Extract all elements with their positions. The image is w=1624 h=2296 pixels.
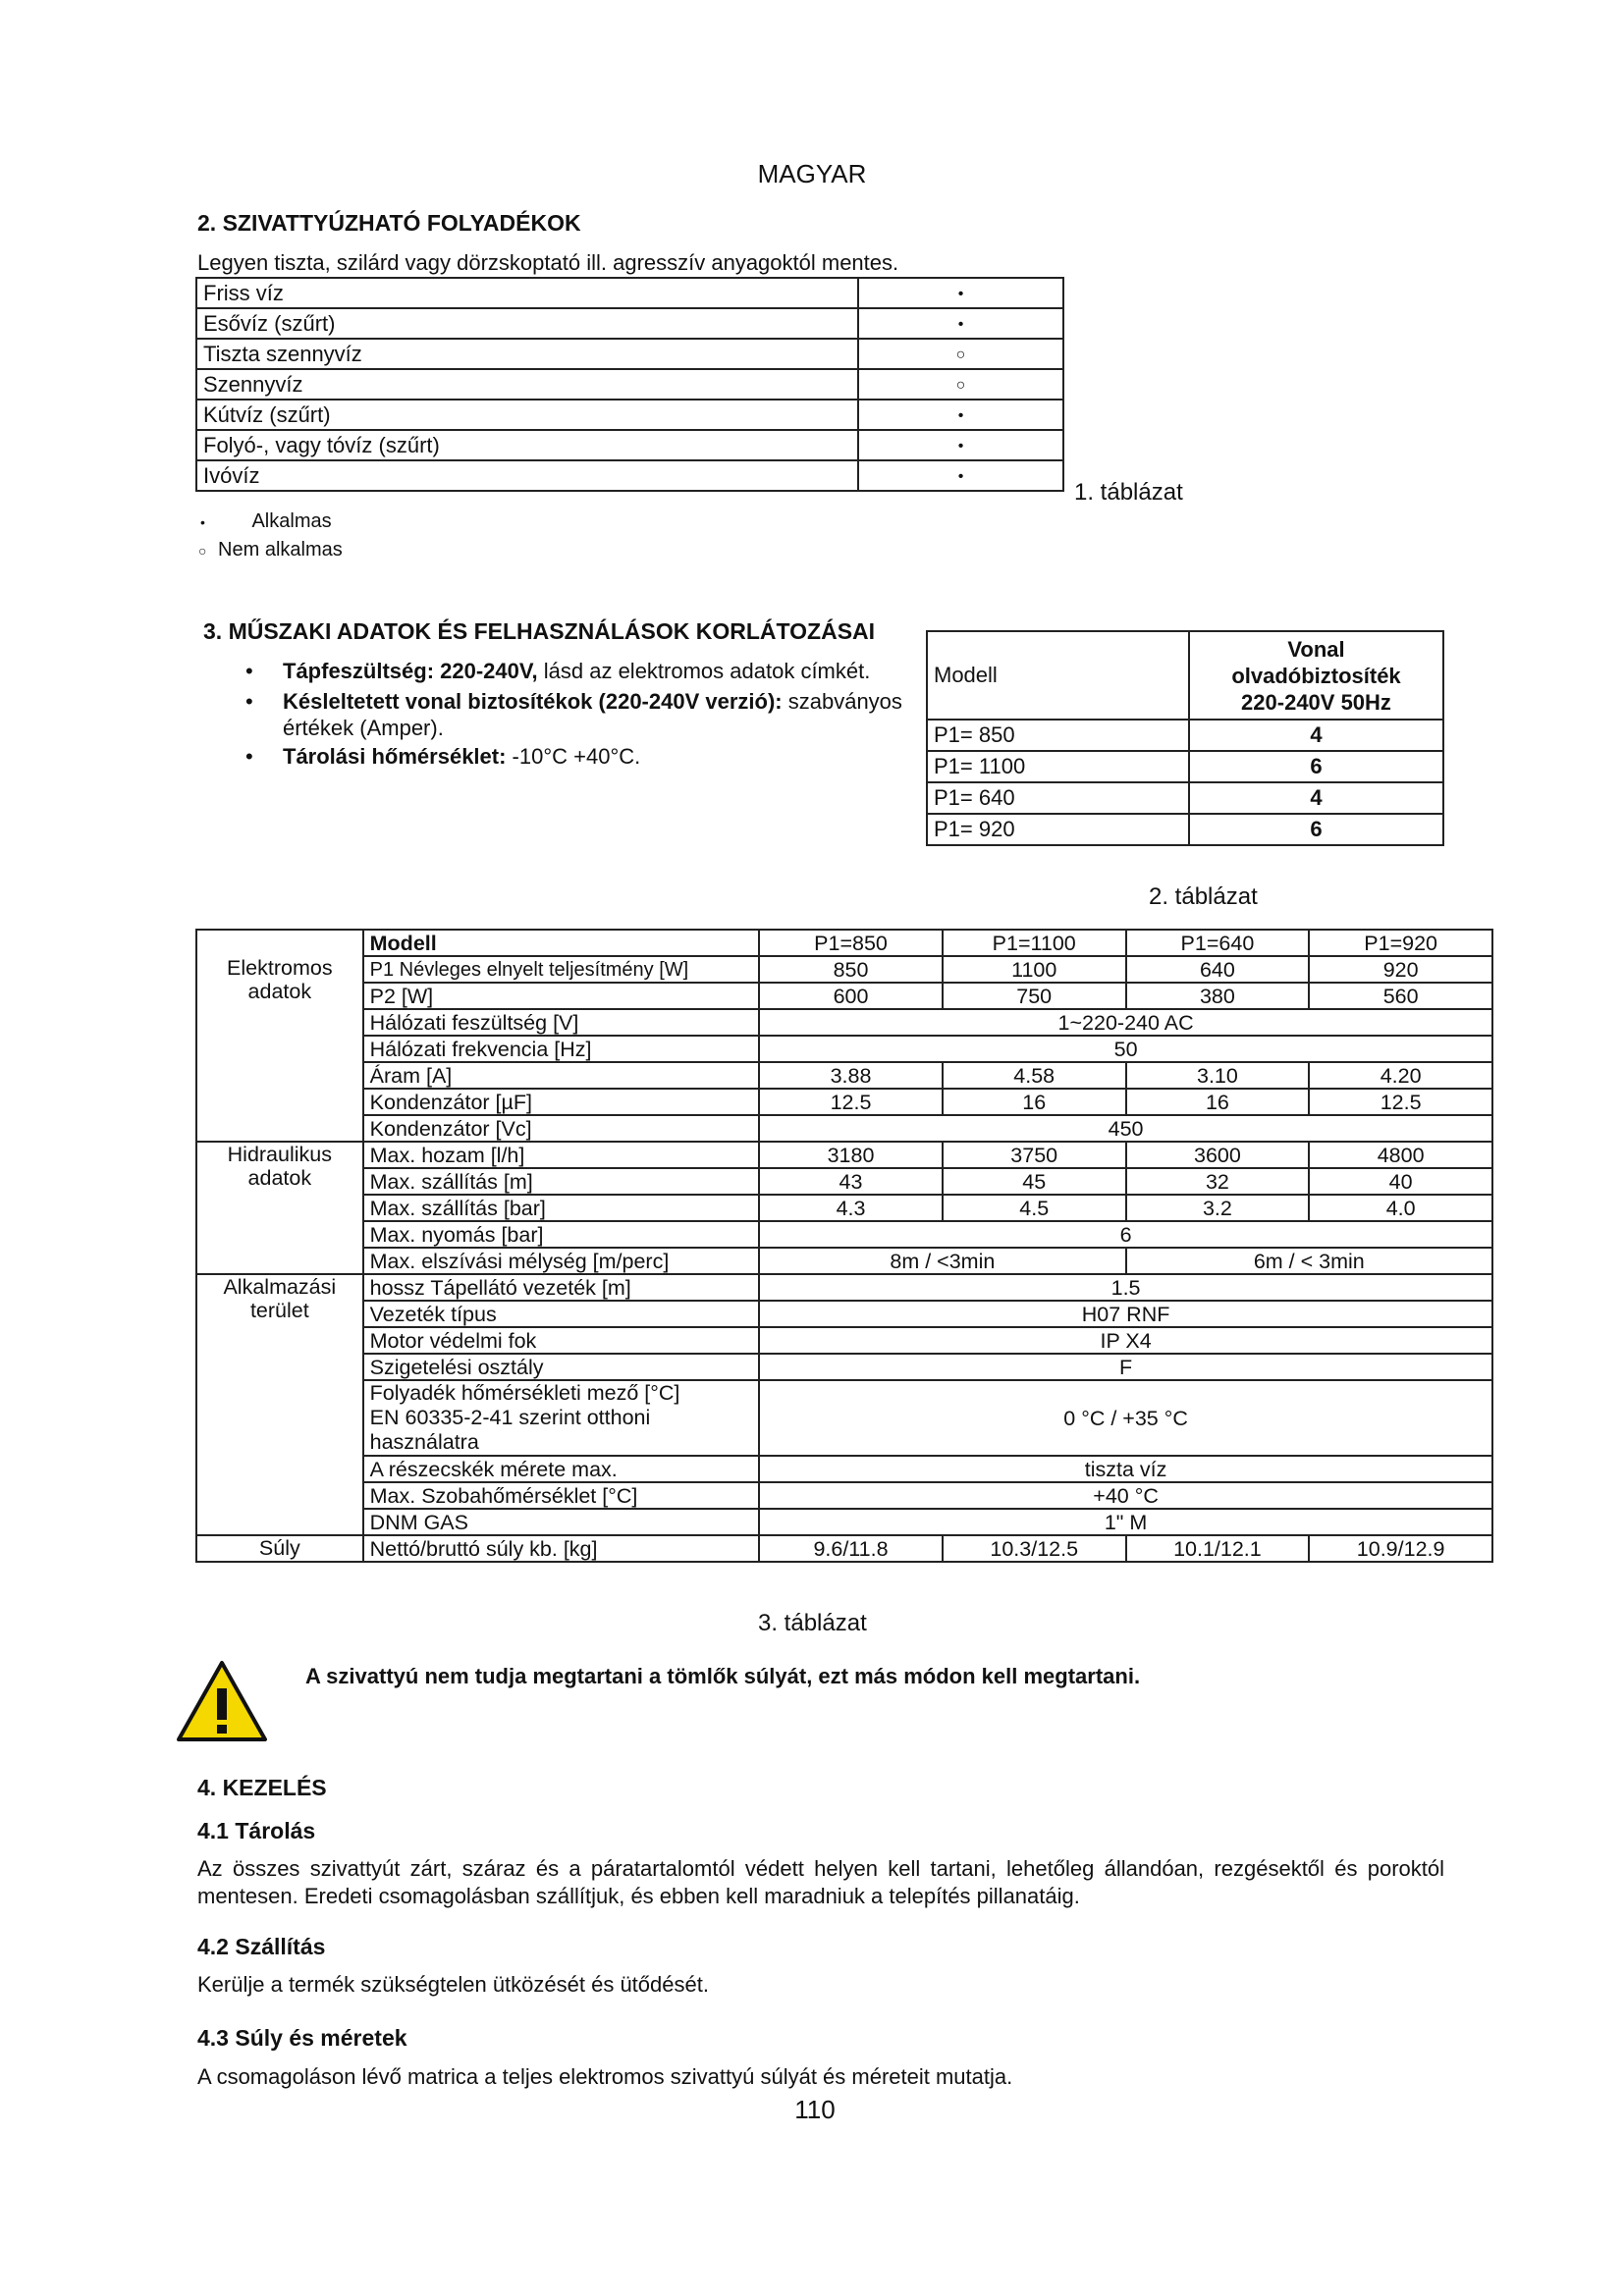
table-row: P1= 640 4 (927, 782, 1443, 814)
table-row: Kondenzátor [Vc] 450 (196, 1115, 1492, 1142)
liquid-name: Kútvíz (szűrt) (196, 400, 858, 430)
bullet-supply-voltage: • Tápfeszültség: 220-240V, lásd az elektromos adatok címkét. (236, 658, 909, 684)
section-4-title: 4. KEZELÉS (197, 1775, 327, 1800)
table-row: Max. szállítás [bar] 4.3 4.5 3.2 4.0 (196, 1195, 1492, 1221)
technical-data-table (195, 929, 1493, 1563)
table-row: Elektromos adatok P1 Névleges elnyelt teljesítmény [W] 850 1100 640 920 (196, 956, 1492, 983)
legend-dot-icon: • (200, 514, 205, 530)
table-row (196, 339, 1063, 369)
legend-suitable: • Alkalmas (200, 510, 332, 532)
fuse-header: Vonal olvadóbiztosíték 220-240V 50Hz (1189, 631, 1443, 720)
liquid-name: Tiszta szennyvíz (196, 339, 858, 369)
table-row: Max. Szobahőmérséklet [°C] +40 °C (196, 1482, 1492, 1509)
liquid-temp-label: Folyadék hőmérsékleti mező [°C] EN 60335-2-41 szerint otthoni használatra (363, 1380, 760, 1456)
category-application: Alkalmazási terület (196, 1274, 363, 1535)
liquid-name: Folyó-, vagy tóvíz (szűrt) (196, 430, 858, 460)
table-3-caption: 3. táblázat (758, 1610, 867, 1636)
liquid-name: Esővíz (szűrt) (196, 308, 858, 339)
legend-unsuitable: ○ Nem alkalmas (198, 539, 343, 561)
section-2-intro: Legyen tiszta, szilárd vagy dörzskoptató ill. agresszív anyagoktól mentes. (197, 250, 899, 275)
model-header: Modell (927, 631, 1189, 720)
table-row (196, 308, 1063, 339)
table-row: Hálózati frekvencia [Hz] 50 (196, 1036, 1492, 1062)
liquids-table (195, 277, 1064, 492)
table-row: P1= 920 6 (927, 814, 1443, 845)
table-row: Hálózati feszültség [V] 1~220-240 AC (196, 1009, 1492, 1036)
table-row: Súly Nettó/bruttó súly kb. [kg] 9.6/11.8 10.3/12.5 10.1/12.1 10.9/12.9 (196, 1535, 1492, 1562)
suitability-mark: ○ (858, 369, 1063, 400)
legend-circle-icon: ○ (198, 543, 207, 559)
table-row: Max. elszívási mélység [m/perc] 8m / <3min 6m / < 3min (196, 1248, 1492, 1274)
table-row: Alkalmazási terület hossz Tápellátó vezeték [m] 1.5 (196, 1274, 1492, 1301)
table-1-caption: 1. táblázat (1074, 479, 1183, 506)
fuse-table (926, 630, 1444, 846)
table-row: Folyadék hőmérsékleti mező [°C] EN 60335-2-41 szerint otthoni használatra 0 °C / +35 °C (196, 1380, 1492, 1456)
page-number: 110 (794, 2095, 836, 2124)
table-row: P1= 1100 6 (927, 751, 1443, 782)
suitability-mark: • (858, 430, 1063, 460)
liquid-name: Szennyvíz (196, 369, 858, 400)
section-4-2-text: Kerülje a termék szükségtelen ütközését és ütődését. (197, 1972, 709, 1997)
table-row: P1= 850 4 (927, 720, 1443, 751)
table-row: Áram [A] 3.88 4.58 3.10 4.20 (196, 1062, 1492, 1089)
section-4-2-title: 4.2 Szállítás (197, 1934, 326, 1959)
liquid-name: Friss víz (196, 278, 858, 308)
table-row: Max. szállítás [m] 43 45 32 40 (196, 1168, 1492, 1195)
table-row: Max. nyomás [bar] 6 (196, 1221, 1492, 1248)
table-row: DNM GAS 1" M (196, 1509, 1492, 1535)
table-header-row: Modell P1=850 P1=1100 P1=640 P1=920 (196, 930, 1492, 956)
section-4-1-title: 4.1 Tárolás (197, 1818, 316, 1843)
table-row: A részecskék mérete max. tiszta víz (196, 1456, 1492, 1482)
category-cell (196, 930, 363, 956)
section-3-title: 3. MŰSZAKI ADATOK ÉS FELHASZNÁLÁSOK KORLÁTOZÁSAI (203, 618, 876, 644)
table-row (196, 460, 1063, 491)
table-header-row (927, 631, 1443, 720)
suitability-mark: • (858, 460, 1063, 491)
section-3-bullets (236, 658, 909, 770)
table-row (196, 278, 1063, 308)
table-row (196, 369, 1063, 400)
suitability-mark: • (858, 400, 1063, 430)
page-header: MAGYAR (757, 159, 867, 188)
table-2-caption: 2. táblázat (1149, 883, 1258, 910)
suitability-mark: ○ (858, 339, 1063, 369)
suitability-mark: • (858, 308, 1063, 339)
section-4-3-title: 4.3 Súly és méretek (197, 2025, 407, 2051)
bullet-fuses: • Késleltetett vonal biztosítékok (220-240V verzió): szabványos értékek (Amper). (236, 688, 909, 741)
section-4-1-text: Az összes szivattyút zárt, száraz és a páratartalomtól védett helyen kell tartani, lehetőleg állandóan, rezgésektől és poroktól mentesen. Eredeti csomagolásban szállítjuk, és ebben kell maradniuk a telepítés pillanatáig. (197, 1856, 1444, 1908)
bullet-storage-temp: • Tárolási hőmérséklet: -10°C +40°C. (236, 743, 909, 770)
suitability-mark: • (858, 278, 1063, 308)
section-2-title: 2. SZIVATTYÚZHATÓ FOLYADÉKOK (197, 210, 581, 236)
table-row (196, 430, 1063, 460)
table-row: Vezeték típus H07 RNF (196, 1301, 1492, 1327)
section-4-3-text: A csomagoláson lévő matrica a teljes elektromos szivattyú súlyát és méreteit mutatja. (197, 2064, 1013, 2089)
category-weight: Súly (196, 1535, 363, 1562)
table-row: P2 [W] 600 750 380 560 (196, 983, 1492, 1009)
table-row (196, 400, 1063, 430)
warning-icon (175, 1659, 269, 1743)
table-row: Kondenzátor [µF] 12.5 16 16 12.5 (196, 1089, 1492, 1115)
table-row: Szigetelési osztály F (196, 1354, 1492, 1380)
warning-text: A szivattyú nem tudja megtartani a tömlők súlyát, ezt más módon kell megtartani. (305, 1664, 1141, 1688)
category-electric: Elektromos adatok (196, 956, 363, 1142)
category-hydraulic: Hidraulikus adatok (196, 1142, 363, 1274)
table-row: Hidraulikus adatok Max. hozam [l/h] 3180 3750 3600 4800 (196, 1142, 1492, 1168)
table-row: Motor védelmi fok IP X4 (196, 1327, 1492, 1354)
liquid-name: Ivóvíz (196, 460, 858, 491)
